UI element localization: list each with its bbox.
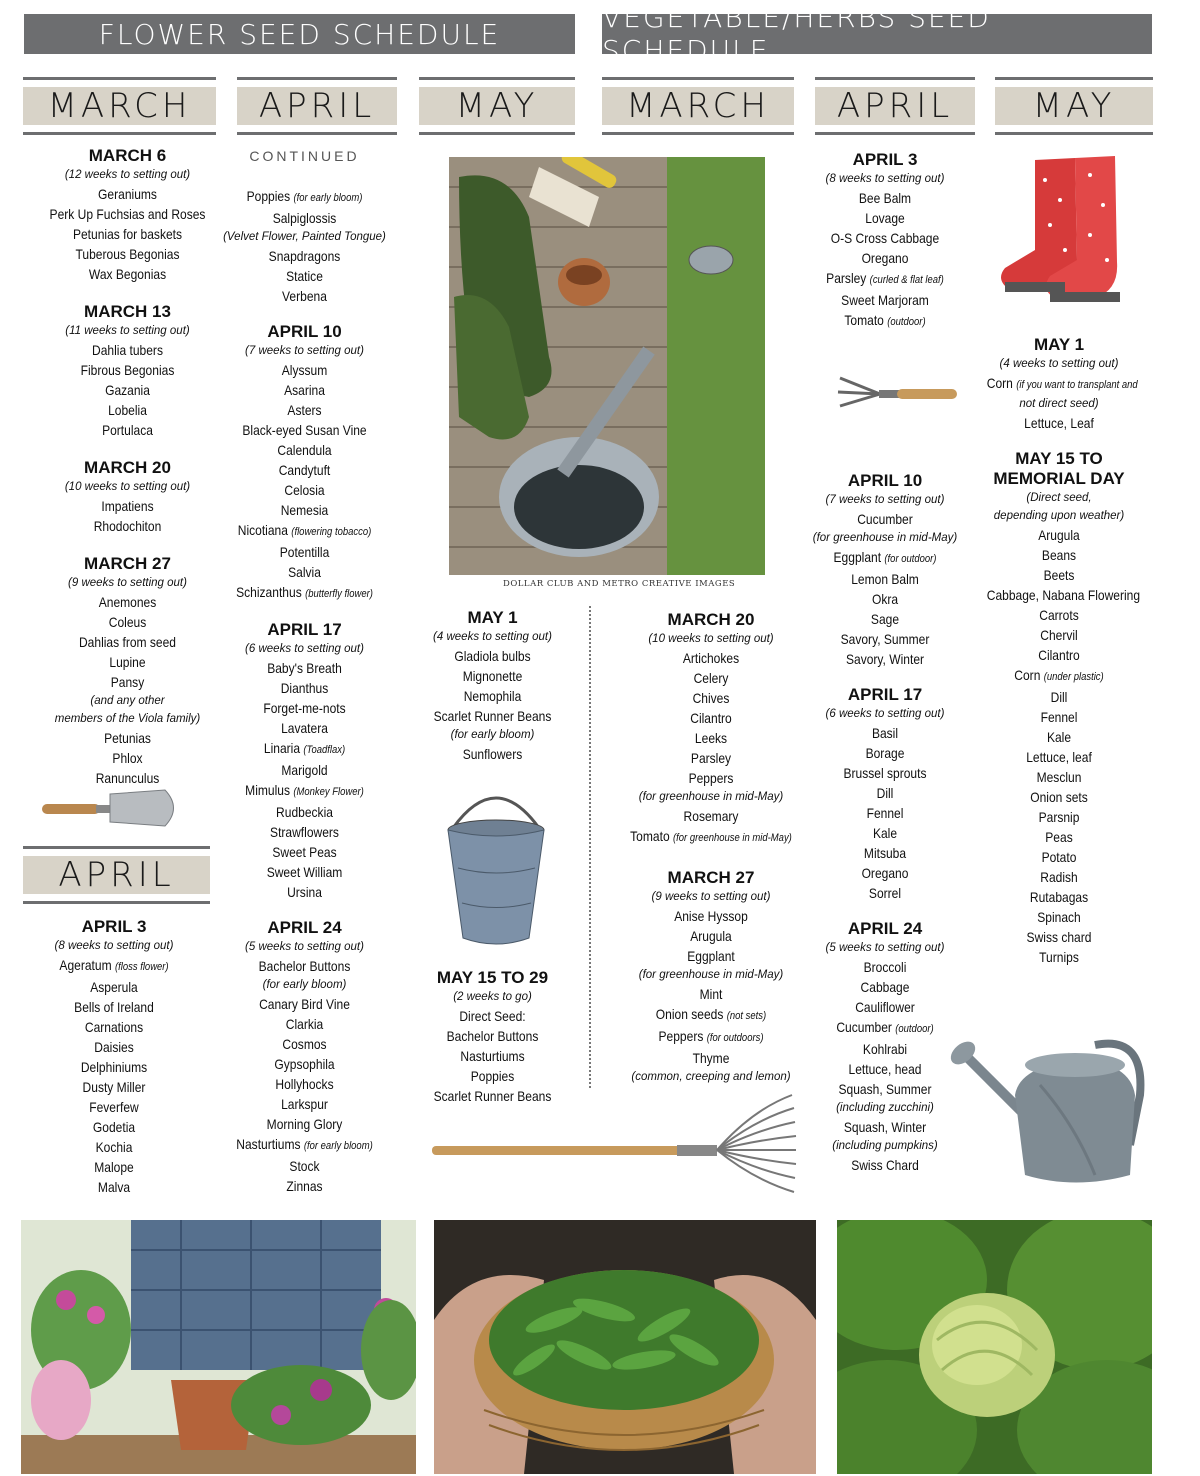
list-item: Marigold <box>281 762 328 778</box>
list-item: Larkspur <box>281 1096 328 1112</box>
list-item: Clarkia <box>285 1016 324 1032</box>
list-item: Delphiniums <box>80 1059 148 1075</box>
list-item: Onion seeds <box>655 1006 724 1022</box>
list-item: Poppies <box>470 1068 515 1084</box>
list-item: Beans <box>1041 547 1077 563</box>
bucket-icon <box>443 778 549 948</box>
list-item: Peas <box>1045 829 1073 845</box>
list-item: Arugula <box>690 928 732 944</box>
section-note: (10 weeks to setting out) <box>64 481 191 493</box>
veg-april-column <box>800 146 970 332</box>
item-note: (for early bloom) <box>303 1140 373 1152</box>
list-item: Tomato <box>630 828 670 844</box>
list-item: Rosemary <box>683 808 739 824</box>
list-item: Parsnip <box>1038 809 1080 825</box>
section-note: (for early bloom) <box>450 729 535 741</box>
section-note: (11 weeks to setting out) <box>65 325 190 337</box>
list-item: Sage <box>870 611 900 627</box>
section-note: (for greenhouse in mid-May) <box>812 532 958 544</box>
list-item: Lobelia <box>108 402 147 418</box>
section-note: (and any other <box>90 695 165 707</box>
list-item: Lavatera <box>281 720 328 736</box>
list-item: Strawflowers <box>270 824 339 840</box>
list-item: Cabbage, Nabana Flowering <box>986 587 1141 603</box>
flower-schedule-banner: FLOWER SEED SCHEDULE <box>24 14 575 54</box>
list-item: Squash, Summer <box>838 1081 932 1097</box>
item-note: (under plastic) <box>1043 671 1104 683</box>
list-item: Arugula <box>1038 527 1080 543</box>
list-item: Anemones <box>98 594 157 610</box>
list-item: Cauliflower <box>855 999 915 1015</box>
list-item: Bachelor Buttons <box>258 958 351 974</box>
list-item: Linaria <box>263 740 301 756</box>
section-note: (7 weeks to setting out) <box>825 494 945 506</box>
flower-may-15-column <box>415 964 570 1106</box>
list-item: Kochia <box>95 1139 133 1155</box>
planting-flowers-photo <box>21 1220 416 1474</box>
list-item: Morning Glory <box>266 1116 343 1132</box>
list-item: Corn <box>986 375 1013 391</box>
list-item: Phlox <box>112 750 143 766</box>
section-note: (4 weeks to setting out) <box>999 358 1119 370</box>
list-item: Turnips <box>1039 949 1079 965</box>
list-item: Lovage <box>865 210 905 226</box>
list-item: Ageratum <box>59 957 112 973</box>
list-item: Lettuce, head <box>848 1061 922 1077</box>
continued-label: CONTINUED <box>249 148 360 164</box>
list-item: Radish <box>1040 869 1078 885</box>
section-title: MAY 1 <box>467 608 518 627</box>
list-item: Impatiens <box>101 498 154 514</box>
section-note: (2 weeks to go) <box>453 991 532 1003</box>
list-item: Swiss Chard <box>851 1157 919 1173</box>
list-item: Rudbeckia <box>276 804 333 820</box>
item-note: (outdoor) <box>887 316 926 328</box>
list-item: Pansy <box>110 674 145 690</box>
item-note: (Toadflax) <box>303 744 346 756</box>
section-note: (4 weeks to setting out) <box>433 631 552 643</box>
list-item: Ursina <box>287 884 322 900</box>
section-title: MEMORIAL DAY <box>993 469 1125 488</box>
flower-may-column <box>415 604 570 764</box>
list-item: Eggplant <box>833 549 882 565</box>
list-item: Potato <box>1041 849 1077 865</box>
list-item: O-S Cross Cabbage <box>830 230 940 246</box>
list-item: Dahlia tubers <box>92 342 163 358</box>
month-header-flower-april: APRIL <box>237 77 397 135</box>
list-item: Peppers <box>688 770 734 786</box>
list-item: Sunflowers <box>462 746 523 762</box>
list-item: Dusty Miller <box>82 1079 146 1095</box>
list-item: Cosmos <box>282 1036 327 1052</box>
list-item: Statice <box>286 268 323 284</box>
list-item: Sweet Marjoram <box>841 292 929 308</box>
section-title: APRIL 10 <box>267 322 342 341</box>
watering-can-icon <box>945 1025 1150 1185</box>
list-item: Savory, Summer <box>840 631 930 647</box>
section-note: (including zucchini) <box>836 1102 934 1114</box>
list-item: Black-eyed Susan Vine <box>242 422 367 438</box>
section-note: (for early bloom) <box>262 979 347 991</box>
list-item: Fennel <box>866 805 904 821</box>
section-note: (for greenhouse in mid-May) <box>638 969 784 981</box>
list-item: Stock <box>289 1158 320 1174</box>
section-title: MARCH 27 <box>84 554 171 573</box>
list-item: Poppies <box>246 188 291 204</box>
section-title: APRIL 3 <box>81 917 147 936</box>
rake-icon <box>432 1090 802 1200</box>
list-item: Petunias for baskets <box>72 226 183 242</box>
list-item: Brussel sprouts <box>843 765 927 781</box>
section-note: not direct seed) <box>1019 398 1099 410</box>
list-item: Cilantro <box>690 710 732 726</box>
list-item: Scarlet Runner Beans <box>433 1088 552 1104</box>
list-item: Carrots <box>1039 607 1079 623</box>
section-title: MAY 1 <box>1033 335 1085 354</box>
list-item: Verbena <box>282 288 327 304</box>
rain-boots-icon <box>995 150 1125 310</box>
list-item: Kohlrabi <box>862 1041 908 1057</box>
list-item: Celery <box>693 670 729 686</box>
garden-tools-photo <box>449 157 765 575</box>
section-note: (10 weeks to setting out) <box>648 633 774 645</box>
list-item: Zinnas <box>286 1178 323 1194</box>
list-item: Alyssum <box>281 362 328 378</box>
list-item: Mesclun <box>1036 769 1082 785</box>
list-item: Tuberous Begonias <box>75 246 180 262</box>
month-header-veg-may: MAY <box>995 77 1153 135</box>
veg-march-column <box>616 606 806 1086</box>
list-item: Nasturtiums <box>236 1136 301 1152</box>
list-item: Malva <box>97 1179 131 1195</box>
list-item: Gladiola bulbs <box>454 648 531 664</box>
list-item: Artichokes <box>682 650 740 666</box>
section-note: (9 weeks to setting out) <box>68 577 187 589</box>
item-note: (outdoor) <box>895 1023 934 1035</box>
list-item: Bachelor Buttons <box>446 1028 539 1044</box>
section-title: MAY 15 TO <box>1015 449 1103 468</box>
list-item: Asperula <box>90 979 138 995</box>
list-item: Sweet William <box>266 864 343 880</box>
list-item: Cucumber <box>836 1019 892 1035</box>
trowel-icon <box>40 784 185 834</box>
list-item: Parsley <box>826 270 867 286</box>
section-title: APRIL 10 <box>847 471 923 490</box>
list-item: Mimulus <box>245 782 291 798</box>
list-item: Dahlias from seed <box>78 634 177 650</box>
section-note: (8 weeks to setting out) <box>54 940 174 952</box>
list-item: Snapdragons <box>268 248 341 264</box>
list-item: Mint <box>699 986 723 1002</box>
month-header-flower-march: MARCH <box>23 77 216 135</box>
section-title: MARCH 13 <box>84 302 171 321</box>
list-item: Canary Bird Vine <box>259 996 350 1012</box>
list-item: Asters <box>287 402 322 418</box>
list-item: Nemophila <box>463 688 522 704</box>
section-title: APRIL 17 <box>847 685 923 704</box>
list-item: Oregano <box>861 865 909 881</box>
section-note: (Direct seed, <box>1026 492 1092 504</box>
list-item: Feverfew <box>89 1099 139 1115</box>
month-header-flower-april-2: APRIL <box>23 846 210 904</box>
garden-fork-icon <box>835 372 960 417</box>
list-item: Corn <box>1014 667 1041 683</box>
list-item: Borage <box>865 745 905 761</box>
veg-may-column <box>975 331 1143 967</box>
list-item: Celosia <box>284 482 325 498</box>
list-item: Geraniums <box>98 186 157 202</box>
item-note: (for greenhouse in mid-May) <box>672 832 792 844</box>
list-item: Scarlet Runner Beans <box>433 708 552 724</box>
flower-april-3-column <box>18 913 210 1197</box>
list-item: Forget-me-nots <box>263 700 346 716</box>
section-title: APRIL 24 <box>267 918 342 937</box>
list-item: Fennel <box>1040 709 1078 725</box>
section-title: MAY 15 TO 29 <box>436 968 549 987</box>
item-note: (for early bloom) <box>293 192 363 204</box>
list-item: Dill <box>1050 689 1068 705</box>
list-item: Nemesia <box>280 502 329 518</box>
section-note: (Velvet Flower, Painted Tongue) <box>223 231 386 243</box>
month-header-veg-march: MARCH <box>602 77 794 135</box>
list-item: Calendula <box>277 442 332 458</box>
item-note: (for outdoors) <box>706 1032 764 1044</box>
section-title: APRIL 3 <box>852 150 918 169</box>
section-note: (8 weeks to setting out) <box>825 173 945 185</box>
list-item: Salpiglossis <box>272 210 337 226</box>
list-item: Nasturtiums <box>460 1048 525 1064</box>
vegetable-schedule-banner: VEGETABLE/HERBS SEED SCHEDULE <box>602 14 1152 54</box>
list-item: Lemon Balm <box>851 571 919 587</box>
list-item: Rutabagas <box>1029 889 1089 905</box>
list-item: Direct Seed: <box>459 1008 526 1024</box>
list-item: Basil <box>871 725 899 741</box>
section-title: MARCH 20 <box>84 458 171 477</box>
list-item: Coleus <box>108 614 147 630</box>
item-note: (flowering tobacco) <box>291 526 372 538</box>
list-item: Lupine <box>109 654 146 670</box>
section-title: MARCH 20 <box>667 610 755 629</box>
section-note: (9 weeks to setting out) <box>651 891 771 903</box>
list-item: Mignonette <box>462 668 523 684</box>
list-item: Malope <box>94 1159 134 1175</box>
list-item: Okra <box>871 591 899 607</box>
list-item: Cilantro <box>1038 647 1080 663</box>
list-item: Dianthus <box>280 680 329 696</box>
basket-of-peas-photo <box>434 1220 816 1474</box>
section-title: MARCH 27 <box>667 868 755 887</box>
item-note: (curled & flat leaf) <box>869 274 944 286</box>
list-item: Gazania <box>105 382 150 398</box>
flower-april-column <box>222 148 387 1196</box>
list-item: Hollyhocks <box>275 1076 334 1092</box>
list-item: Sweet Peas <box>272 844 337 860</box>
list-item: Mitsuba <box>863 845 907 861</box>
list-item: Beets <box>1043 567 1075 583</box>
list-item: Ranunculus <box>95 770 160 786</box>
section-note: (6 weeks to setting out) <box>245 643 364 655</box>
list-item: Onion sets <box>1030 789 1088 805</box>
list-item: Cabbage <box>860 979 910 995</box>
list-item: Tomato <box>844 312 884 328</box>
photo-credit: DOLLAR CLUB AND METRO CREATIVE IMAGES <box>503 579 736 589</box>
cabbage-photo <box>837 1220 1152 1474</box>
section-note: (including pumpkins) <box>832 1140 938 1152</box>
list-item: Kale <box>1046 729 1072 745</box>
month-header-flower-may: MAY <box>419 77 575 135</box>
list-item: Dill <box>876 785 894 801</box>
list-item: Bee Balm <box>858 190 912 206</box>
item-note: (Monkey Flower) <box>293 786 364 798</box>
list-item: Eggplant <box>687 948 735 964</box>
list-item: Gypsophila <box>274 1056 335 1072</box>
section-note: members of the Viola family) <box>54 713 201 725</box>
section-note: (12 weeks to setting out) <box>64 169 191 181</box>
item-note: (for outdoor) <box>884 553 937 565</box>
flower-march-column <box>30 142 225 788</box>
list-item: Lettuce, Leaf <box>1024 415 1094 431</box>
section-note: (for greenhouse in mid-May) <box>638 791 784 803</box>
list-item: Fibrous Begonias <box>80 362 175 378</box>
section-note: (5 weeks to setting out) <box>245 941 364 953</box>
section-note: (7 weeks to setting out) <box>245 345 364 357</box>
list-item: Wax Begonias <box>88 266 167 282</box>
list-item: Lettuce, leaf <box>1026 749 1092 765</box>
list-item: Baby's Breath <box>267 660 342 676</box>
column-divider <box>589 606 591 1088</box>
month-header-veg-april: APRIL <box>815 77 975 135</box>
list-item: Squash, Winter <box>843 1119 927 1135</box>
section-note: (common, creeping and lemon) <box>631 1071 791 1083</box>
item-note: (if you want to transplant and <box>1016 379 1138 391</box>
list-item: Bells of Ireland <box>74 999 154 1015</box>
section-title: MARCH 6 <box>88 146 167 165</box>
list-item: Sorrel <box>868 885 902 901</box>
section-title: APRIL 17 <box>267 620 342 639</box>
list-item: Swiss chard <box>1026 929 1092 945</box>
list-item: Petunias <box>104 730 151 746</box>
list-item: Rhodochiton <box>93 518 162 534</box>
list-item: Asarina <box>284 382 325 398</box>
list-item: Godetia <box>92 1119 136 1135</box>
list-item: Leeks <box>694 730 728 746</box>
list-item: Daisies <box>94 1039 134 1055</box>
list-item: Anise Hyssop <box>674 908 748 924</box>
list-item: Perk Up Fuchsias and Roses <box>49 206 206 222</box>
list-item: Peppers <box>658 1028 704 1044</box>
list-item: Portulaca <box>102 422 153 438</box>
list-item: Broccoli <box>863 959 907 975</box>
list-item: Carnations <box>84 1019 144 1035</box>
list-item: Nicotiana <box>237 522 288 538</box>
list-item: Chives <box>692 690 730 706</box>
item-note: (floss flower) <box>114 961 169 973</box>
section-note: depending upon weather) <box>993 510 1125 522</box>
list-item: Salvia <box>288 564 321 580</box>
list-item: Oregano <box>861 250 909 266</box>
list-item: Kale <box>872 825 898 841</box>
item-note: (butterfly flower) <box>305 588 373 600</box>
list-item: Cucumber <box>857 511 913 527</box>
list-item: Potentilla <box>279 544 330 560</box>
list-item: Spinach <box>1037 909 1081 925</box>
list-item: Chervil <box>1040 627 1078 643</box>
list-item: Savory, Winter <box>845 651 925 667</box>
item-note: (not sets) <box>726 1010 767 1022</box>
section-title: APRIL 24 <box>847 919 923 938</box>
section-note: (6 weeks to setting out) <box>825 708 945 720</box>
list-item: Thyme <box>692 1050 730 1066</box>
list-item: Schizanthus <box>236 584 302 600</box>
list-item: Candytuft <box>278 462 331 478</box>
list-item: Parsley <box>690 750 732 766</box>
section-note: (5 weeks to setting out) <box>825 942 945 954</box>
